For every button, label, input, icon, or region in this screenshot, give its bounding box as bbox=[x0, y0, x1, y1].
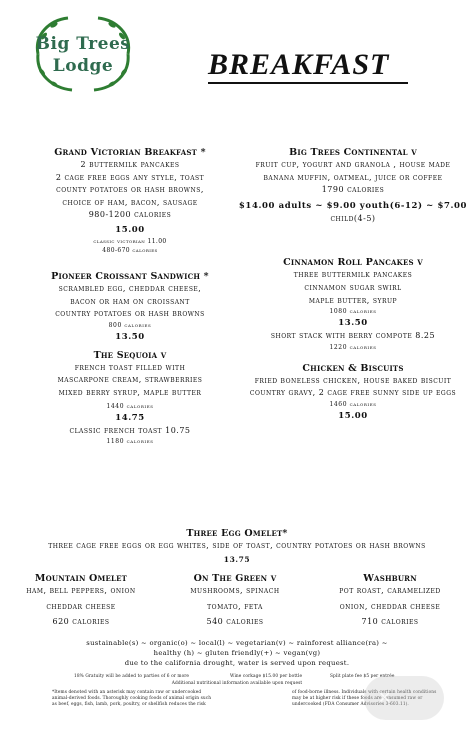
omelet-on-the-green bbox=[160, 573, 310, 629]
item-line: maple butter, syrup bbox=[308, 295, 398, 305]
item-calories: 1460 calories bbox=[329, 400, 377, 408]
watermark bbox=[364, 676, 444, 720]
right-column bbox=[238, 147, 468, 429]
legend-line-2: healthy (h) ~ gluten friendly(+) ~ vegan(vg) bbox=[153, 649, 321, 657]
item-line: country gravy, 2 cage free sunny side up eggs bbox=[249, 388, 457, 398]
item-name: On The Green v bbox=[193, 573, 277, 584]
item-line: fruit cup, yogurt and granola , house made bbox=[255, 160, 451, 169]
item-line: tomato, feta bbox=[207, 601, 263, 611]
omelet-section bbox=[0, 528, 474, 566]
item-line: ham, bell peppers, onion bbox=[26, 586, 136, 595]
logo-line-2: Lodge bbox=[52, 56, 114, 76]
item-price: $14.00 adults ~ $9.00 youth(6-12) ~ $7.00 bbox=[238, 200, 468, 211]
item-price-child: child(4-5) bbox=[330, 213, 376, 223]
split-fee-note: Split plate fee $5 per entrée bbox=[330, 674, 395, 679]
item-line: country potatoes or hash browns bbox=[55, 309, 205, 319]
item-line: cinnamon sugar swirl bbox=[304, 282, 402, 292]
gratuity-note: 18% Gratuity will be added to parties of 6 or more bbox=[74, 674, 190, 679]
raw-food-advisory: *Items denoted with an asterisk may contain raw or undercooked animal-derived foods. Thoroughly cooking foods of animal origin such as beef, eggs, fish, lamb, pork, poultry, or shellfish reduces the risk bbox=[52, 690, 212, 708]
item-line: bacon or ham on croissant bbox=[70, 296, 190, 306]
item-line: onion, cheddar cheese bbox=[339, 601, 441, 611]
menu-item-pioneer-croissant bbox=[20, 271, 240, 344]
item-line: fried boneless chicken, house baked biscuit bbox=[254, 375, 452, 385]
item-name: The Sequoia v bbox=[93, 349, 167, 361]
item-calories: 620 calories bbox=[52, 617, 110, 627]
item-line: mixed berry syrup, maple butter bbox=[58, 387, 202, 397]
item-calories: 710 calories bbox=[361, 617, 419, 627]
title-underline bbox=[208, 82, 408, 84]
item-line: three buttermilk pancakes bbox=[293, 270, 413, 280]
item-price: 13.50 bbox=[338, 318, 368, 329]
item-line: choice of ham, bacon, sausage bbox=[62, 197, 198, 207]
item-extra: short stack with berry compote 8.25 bbox=[270, 331, 436, 341]
item-line: pot roast, caramelized bbox=[339, 586, 441, 595]
item-extra: 1180 calories bbox=[106, 438, 154, 446]
item-price: 15.00 bbox=[115, 224, 145, 235]
item-line: french toast filled with bbox=[74, 362, 186, 372]
item-extra: 480-670 calories bbox=[102, 246, 158, 254]
fork-knife-icon: ✕ bbox=[378, 688, 392, 707]
menu-item-continental bbox=[238, 147, 468, 225]
item-line: county potatoes or hash browns, bbox=[56, 185, 204, 195]
left-column bbox=[20, 147, 240, 453]
item-line: mascarpone cream, strawberries bbox=[57, 375, 203, 385]
menu-item-cinnamon-roll bbox=[238, 257, 468, 352]
item-price: 14.75 bbox=[115, 412, 145, 423]
menu-item-grand-victorian bbox=[20, 147, 240, 255]
page-title: BREAKFAST bbox=[208, 48, 390, 81]
item-extra: 1220 calories bbox=[329, 343, 377, 351]
item-name: Chicken & Biscuits bbox=[302, 362, 404, 374]
logo-wreath-icon bbox=[28, 12, 138, 96]
item-line: cheddar cheese bbox=[46, 601, 116, 611]
item-price: 15.00 bbox=[338, 410, 368, 421]
item-price: 13.75 bbox=[223, 554, 251, 564]
item-name: Three Egg Omelet* bbox=[186, 528, 288, 539]
item-price: 13.50 bbox=[115, 331, 145, 342]
item-name: Washburn bbox=[363, 573, 417, 584]
logo-line-1: Big Trees bbox=[35, 34, 131, 54]
item-line: banana muffin, oatmeal, juice or coffee bbox=[263, 172, 443, 182]
item-line: mushrooms, spinach bbox=[190, 586, 280, 595]
logo bbox=[28, 12, 138, 96]
item-calories: 1790 calories bbox=[321, 185, 385, 195]
health-advisory: of food-borne illness. Individuals with certain health conditions may be at higher risk if these foods are consumed raw or undercooked (FDA Consumer Advisories 3-603.11). bbox=[292, 690, 437, 708]
item-line: 2 cage free eggs any style, toast bbox=[55, 172, 205, 182]
item-calories: 540 calories bbox=[206, 617, 264, 627]
item-line: 2 buttermilk pancakes bbox=[80, 160, 180, 169]
item-calories: 980-1200 calories bbox=[88, 210, 172, 220]
item-name: Big Trees Continental v bbox=[289, 147, 417, 158]
nutrition-note: Additional nutritional information available upon request bbox=[171, 681, 303, 686]
item-calories: 1080 calories bbox=[329, 308, 377, 316]
item-calories: 1440 calories bbox=[106, 402, 154, 410]
menu-item-chicken-biscuits bbox=[238, 363, 468, 423]
menu-item-sequoia bbox=[20, 350, 240, 447]
item-line: scrambled egg, cheddar cheese, bbox=[58, 283, 202, 293]
omelet-mountain bbox=[6, 573, 156, 629]
item-extra: classic victorian 11.00 bbox=[93, 237, 167, 245]
legend-line-1: sustainable(s) ~ organic(o) ~ local(l) ~ vegetarian(v) ~ rainforest alliance(ra) ~ bbox=[86, 639, 388, 647]
item-name: Grand Victorian Breakfast * bbox=[54, 147, 206, 158]
drought-notice: due to the california drought, water is served upon request. bbox=[124, 659, 350, 667]
item-line: three cage free eggs or egg whites, side of toast, country potatoes or hash browns bbox=[48, 541, 426, 550]
item-name: Cinnamon Roll Pancakes v bbox=[283, 257, 423, 269]
corkage-note: Wine corkage $15.00 per bottle bbox=[230, 674, 303, 679]
item-name: Mountain Omelet bbox=[34, 573, 128, 584]
item-calories: 800 calories bbox=[108, 321, 152, 329]
item-extra: classic french toast 10.75 bbox=[69, 425, 191, 435]
omelet-washburn bbox=[310, 573, 470, 629]
item-name: Pioneer Croissant Sandwich * bbox=[51, 270, 209, 282]
